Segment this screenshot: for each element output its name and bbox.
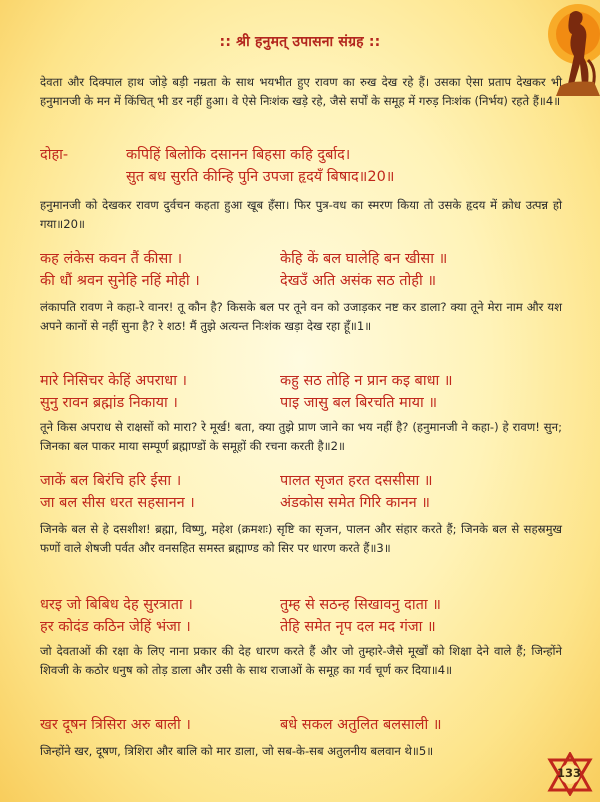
verse-2c: सुनु रावन ब्रह्मांड निकाया । xyxy=(40,395,178,411)
chaupai-4 xyxy=(40,594,562,638)
verse-4c: हर कोदंड कठिन जेहिं भंजा । xyxy=(40,619,191,635)
chaupai-3 xyxy=(40,470,562,514)
page-number: 133 xyxy=(556,766,581,780)
chaupai-1 xyxy=(40,248,562,292)
verse-1b: केहि कें बल घालेहि बन खीसा ॥ xyxy=(280,251,448,267)
paragraph-6: जो देवताओं की रक्षा के लिए नाना प्रकार की देह धारण करते हैं और जो तुम्हारे-जैसे मूर्खों को शिक्षा देने वाले हैं; जिन्होंने शिवजी के कठोर धनुष को तोड़ डाला और उसी के साथ राजाओं के समूह का गर्व चूर्ण कर दिया॥4॥ xyxy=(40,644,562,677)
verse-1c: की धौं श्रवन सुनेहि नहिं मोही । xyxy=(40,273,200,289)
verse-5a: खर दूषन त्रिसिरा अरु बाली । xyxy=(40,717,191,733)
verse-3a: जाकें बल बिरंचि हरि ईसा । xyxy=(40,473,182,489)
paragraph-5: जिनके बल से हे दसशीश! ब्रह्मा, विष्णु, महेश (क्रमशः) सृष्टि का सृजन, पालन और संहार करते हैं; जिनके बल से सहस्रमुख फणों वाले शेषजी पर्वत और वनसहित समस्त ब्रह्माण्ड को सिर पर धारण करते हैं॥3॥ xyxy=(40,522,562,555)
verse-3b: पालत सृजत हरत दससीसा ॥ xyxy=(280,473,433,489)
paragraph-4: तूने किस अपराध से राक्षसों को मारा? रे मूर्ख! बता, क्या तुझे प्राण जाने का भय नहीं है? (हनुमानजी ने कहा-) हे रावण! सुन; जिनका बल पाकर माया सम्पूर्ण ब्रह्माण्डों के समूहों की रचना करती है॥2॥ xyxy=(40,420,562,453)
chaupai-2 xyxy=(40,370,562,414)
verse-2b: कहु सठ तोहि न प्रान कइ बाधा ॥ xyxy=(280,373,453,389)
verse-4a: धरइ जो बिबिध देह सुरत्राता । xyxy=(40,597,193,613)
verse-1a: कह लंकेस कवन तैं कीसा । xyxy=(40,251,183,267)
verse-4d: तेहि समेत नृप दल मद गंजा ॥ xyxy=(280,619,436,635)
page-header-title: :: श्री हनुमत् उपासना संग्रह :: xyxy=(219,34,381,50)
doha-line-1: कपिहिं बिलोकि दसानन बिहसा कहि दुर्बाद। xyxy=(126,147,351,163)
paragraph-7: जिन्होंने खर, दूषण, त्रिशिरा और बालि को मार डाला, जो सब-के-सब अतुलनीय बलवान थे॥5॥ xyxy=(40,744,434,758)
verse-3d: अंडकोस समेत गिरि कानन ॥ xyxy=(280,495,430,511)
doha-label: दोहा- xyxy=(40,147,69,163)
paragraph-1: देवता और दिक्पाल हाथ जोड़े बड़ी नम्रता के साथ भयभीत हुए रावण का रुख देख रहे हैं। उसका ऐसा प्रताप देखकर भी हनुमानजी के मन में किंचित् भी डर नहीं हुआ। वे ऐसे निःशंक खड़े रहे, जैसे सर्पों के समूह में गरुड़ निःशंक (निर्भय) रहते हैं॥4॥ xyxy=(40,75,562,108)
doha-line-2: सुत बध सुरति कीन्हि पुनि उपजा हृदयँ बिषाद॥20॥ xyxy=(126,169,395,185)
verse-3c: जा बल सीस धरत सहसानन । xyxy=(40,495,195,511)
doha-block xyxy=(40,144,562,188)
verse-1d: देखउँ अति असंक सठ तोही ॥ xyxy=(280,273,437,289)
paragraph-2: हनुमानजी को देखकर रावण दुर्वचन कहता हुआ खूब हँसा। फिर पुत्र-वध का स्मरण किया तो उसके हृदय में क्रोध उत्पन्न हो गया॥20॥ xyxy=(40,198,562,231)
verse-2d: पाइ जासु बल बिरचति माया ॥ xyxy=(280,395,438,411)
chaupai-5 xyxy=(40,714,562,736)
paragraph-3: लंकापति रावण ने कहा-रे वानर! तू कौन है? किसके बल पर तूने वन को उजाड़कर नष्ट कर डाला? क्या तूने मेरा नाम और यश अपने कानों से नहीं सुना है? रे शठ! मैं तुझे अत्यन्त निःशंक खड़ा देख रहा हूँ॥1॥ xyxy=(40,300,562,333)
verse-5b: बधे सकल अतुलित बलसाली ॥ xyxy=(280,717,442,733)
verse-4b: तुम्ह से सठन्ह सिखावनु दाता ॥ xyxy=(280,597,441,613)
verse-2a: मारे निसिचर केहिं अपराधा । xyxy=(40,373,188,389)
